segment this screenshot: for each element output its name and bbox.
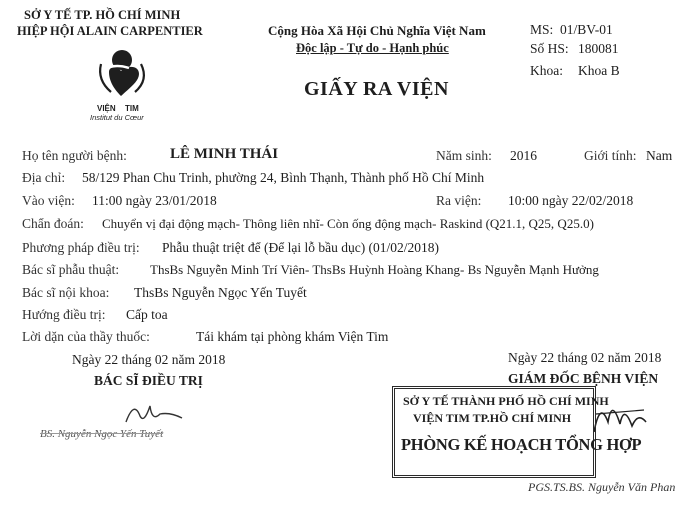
name-label: Họ tên người bệnh: — [22, 148, 127, 163]
left-sign-title: BÁC SĨ ĐIỀU TRỊ — [94, 373, 203, 388]
left-sign-date: Ngày 22 tháng 02 năm 2018 — [72, 352, 226, 367]
org-line2: HIỆP HỘI ALAIN CARPENTIER — [17, 24, 203, 38]
stamp-line3: PHÒNG KẾ HOẠCH TỔNG HỢP — [401, 435, 642, 454]
diagnosis-value: Chuyển vị đại động mạch- Thông liên nhĩ- Còn ống động mạch- Raskind (Q21.1, Q25, Q25.0) — [102, 216, 594, 231]
birth-value: 2016 — [510, 148, 537, 163]
discharge-label: Ra viện: — [436, 193, 482, 208]
admit-label: Vào viện: — [22, 193, 75, 208]
advice-value: Tái khám tại phòng khám Viện Tim — [196, 329, 389, 344]
stamp-line2: VIỆN TIM TP.HỒ CHÍ MINH — [413, 411, 572, 425]
patient-name: LÊ MINH THÁI — [170, 146, 279, 162]
right-sign-date: Ngày 22 tháng 02 năm 2018 — [508, 350, 662, 365]
discharge-value: 10:00 ngày 22/02/2018 — [508, 193, 634, 208]
direction-label: Hướng điều trị: — [22, 307, 106, 322]
internist-label: Bác sĩ nội khoa: — [22, 285, 110, 300]
treatment-value: Phẫu thuật triệt để (Để lại lỗ bầu dục) (01/02/2018) — [162, 240, 440, 255]
surgeons-value: ThsBs Nguyễn Minh Trí Viên- ThsBs Huỳnh Hoàng Khang- Bs Nguyễn Mạnh Hưởng — [150, 262, 599, 277]
org-line1: SỞ Y TẾ TP. HỒ CHÍ MINH — [24, 8, 181, 22]
gender-value: Nam — [646, 148, 673, 163]
right-sign-title: GIÁM ĐỐC BỆNH VIỆN — [508, 371, 659, 386]
left-sign-name: BS. Nguyễn Ngọc Yến Tuyết — [40, 428, 164, 440]
logo-text-vien: VIỆN — [97, 104, 116, 113]
department-stamp — [392, 386, 642, 478]
diagnosis-label: Chẩn đoán: — [22, 216, 84, 231]
ms-label: MS: — [530, 22, 554, 37]
document-title: GIẤY RA VIỆN — [304, 78, 449, 100]
logo-text-tim: TIM — [125, 104, 139, 113]
logo-subtext: Institut du Cœur — [90, 113, 144, 122]
nation-line: Cộng Hòa Xã Hội Chủ Nghĩa Việt Nam — [268, 23, 486, 38]
vien-tim-logo — [95, 44, 155, 104]
advice-label: Lời dặn của thầy thuốc: — [22, 329, 150, 344]
birth-label: Năm sinh: — [436, 148, 492, 163]
heart-logo-icon — [95, 44, 155, 100]
so-hs-label: Số HS: — [530, 41, 569, 56]
gender-label: Giới tính: — [584, 148, 637, 163]
address-value: 58/129 Phan Chu Trinh, phường 24, Bình Thạnh, Thành phố Hồ Chí Minh — [82, 170, 485, 185]
stamp-line1: SỞ Y TẾ THÀNH PHỐ HỒ CHÍ MINH — [403, 394, 609, 408]
ms-value: 01/BV-01 — [560, 22, 613, 37]
address-label: Địa chỉ: — [22, 170, 66, 185]
motto-line: Độc lập - Tự do - Hạnh phúc — [296, 41, 449, 55]
internist-value: ThsBs Nguyễn Ngọc Yến Tuyết — [134, 285, 307, 300]
direction-value: Cấp toa — [126, 307, 168, 322]
right-sign-name: PGS.TS.BS. Nguyễn Văn Phan — [528, 480, 676, 494]
surgeons-label: Bác sĩ phẫu thuật: — [22, 262, 120, 277]
treatment-label: Phương pháp điều trị: — [22, 240, 140, 255]
khoa-label: Khoa: — [530, 63, 563, 78]
khoa-value: Khoa B — [578, 63, 620, 78]
so-hs-value: 180081 — [578, 41, 619, 56]
admit-value: 11:00 ngày 23/01/2018 — [92, 193, 217, 208]
